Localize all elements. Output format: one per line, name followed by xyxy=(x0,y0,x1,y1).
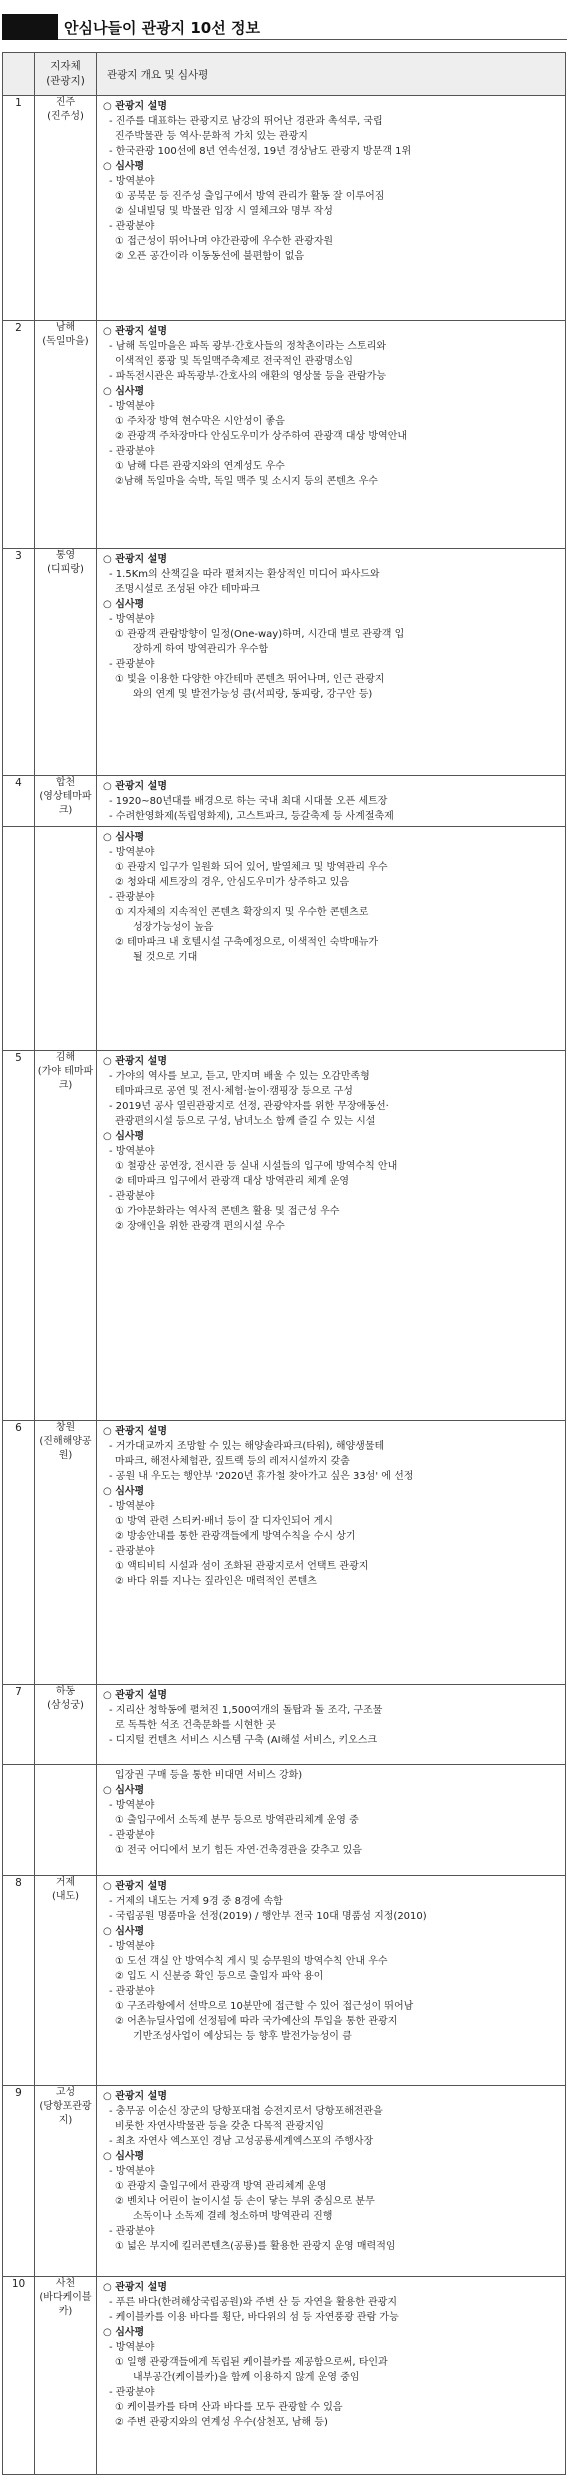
header-number-cell xyxy=(3,53,35,96)
section-heading: ○ 심사평 xyxy=(103,599,145,610)
description-line: - 방역분야 xyxy=(109,847,155,858)
title-block-decoration xyxy=(2,14,58,40)
section-heading: ○ 심사평 xyxy=(103,2327,145,2338)
description-line: - 공원 내 우도는 행안부 '2020년 휴가철 찾아가고 싶은 33섬' 에 선정 xyxy=(109,1471,414,1482)
page-title: 안심나들이 관광지 10선 정보 xyxy=(64,19,260,37)
title-underline xyxy=(58,39,567,40)
description-line: ② 관광객 주차장마다 안심도우미가 상주하여 관광객 대상 방역안내 xyxy=(115,431,408,442)
description-line: ② 방송안내를 통한 관광객들에게 방역수칙을 수시 상기 xyxy=(115,1531,356,1542)
section-heading: ○ 관광지 설명 xyxy=(103,1881,167,1892)
site-name: (당항포관광지) xyxy=(39,2101,92,2126)
description-line: - 관광분야 xyxy=(109,659,155,670)
tourist-site-table xyxy=(2,52,566,2475)
description-line: - 1.5Km의 산책길을 따라 펼쳐지는 환상적인 미디어 파사드와 xyxy=(109,569,380,580)
description-line: ② 벤치나 어린이 놀이시설 등 손이 닿는 부위 중심으로 분무 xyxy=(115,2196,375,2207)
description-line: 성장가능성이 높음 xyxy=(133,922,214,933)
row-site-name-cell xyxy=(35,96,97,321)
table-header-row xyxy=(3,53,566,96)
description-line: - 최초 자연사 엑스포인 경남 고성공룡세계엑스포의 주행사장 xyxy=(109,2136,374,2147)
description-line: ② 테마파크 내 호텔시설 구축예정으로, 이색적인 숙박매뉴가 xyxy=(115,937,379,948)
site-name: (진해해양공원) xyxy=(39,1436,92,1461)
row-number-cell: 6 xyxy=(3,1421,35,1685)
description-line: ① 구조라항에서 선박으로 10분만에 접근할 수 있어 접근성이 뛰어남 xyxy=(115,2001,414,2012)
row-site-name-cell xyxy=(35,2086,97,2277)
site-name: (독일마을) xyxy=(42,336,89,347)
row-site-name-cell xyxy=(35,2277,97,2475)
description-line: ② 어촌뉴딜사업에 선정됨에 따라 국가예산의 투입을 통한 관광지 xyxy=(115,2016,398,2027)
table-row xyxy=(3,1876,566,2086)
site-name: (디피랑) xyxy=(47,564,84,575)
description-line: 마파크, 해전사체험관, 짚트랙 등의 레저시설까지 갖춤 xyxy=(115,1456,350,1467)
description-line: - 가야의 역사를 보고, 듣고, 만지며 배울 수 있는 오감만족형 xyxy=(109,1071,370,1082)
description-line: ① 출입구에서 소독제 분무 등으로 방역관리체계 운영 중 xyxy=(115,1815,359,1826)
row-site-name-cell xyxy=(35,1876,97,2086)
description-line: ① 방역 관련 스티커·배너 등이 잘 디자인되어 게시 xyxy=(115,1516,333,1527)
description-line: ① 액티비티 시설과 섬이 조화된 관광지로서 언택트 관광지 xyxy=(115,1561,369,1572)
section-heading: ○ 관광지 설명 xyxy=(103,781,167,792)
section-heading: ○ 관광지 설명 xyxy=(103,554,167,565)
section-heading: ○ 관광지 설명 xyxy=(103,1426,167,1437)
description-line: ② 장애인을 위한 관광객 편의시설 우수 xyxy=(115,1221,285,1232)
site-region: 김해 xyxy=(55,1052,76,1063)
table-row xyxy=(3,96,566,321)
description-line: - 방역분야 xyxy=(109,614,155,625)
description-line: - 남해 독일마을은 파독 광부·간호사들의 정착촌이라는 스토리와 xyxy=(109,341,387,352)
description-line: ② 주변 관광지와의 연계성 우수(삼천포, 남해 등) xyxy=(115,2417,328,2428)
row-number-cell: 2 xyxy=(3,321,35,549)
description-line: - 관광분야 xyxy=(109,1830,155,1841)
header-name-line2: (관광지) xyxy=(46,75,85,87)
description-line: - 방역분야 xyxy=(109,1501,155,1512)
row-site-name-cell xyxy=(35,321,97,549)
site-region: 창원 xyxy=(55,1422,76,1433)
table-row xyxy=(3,776,566,827)
description-line: 장하게 하여 방역관리가 우수함 xyxy=(133,644,269,655)
description-line: - 거가대교까지 조망할 수 있는 해양솔라파크(타워), 해양생물테 xyxy=(109,1441,385,1452)
header-body-cell: 관광지 개요 및 심사평 xyxy=(97,53,566,96)
row-site-name-cell xyxy=(35,1765,97,1876)
site-name: (진주성) xyxy=(47,111,84,122)
description-line: 될 것으로 기대 xyxy=(133,952,198,963)
row-description-cell xyxy=(97,776,566,827)
description-line: ① 도선 객실 안 방역수칙 게시 및 승무원의 방역수칙 안내 우수 xyxy=(115,1956,388,1967)
description-line: ② 오픈 공간이라 이동동선에 불편함이 없음 xyxy=(115,251,305,262)
description-line: - 관광분야 xyxy=(109,1546,155,1557)
row-description-cell xyxy=(97,1051,566,1421)
description-line: ② 실내빌딩 및 박물관 입장 시 열체크와 명부 작성 xyxy=(115,206,333,217)
row-description-cell xyxy=(97,96,566,321)
row-description-cell xyxy=(97,2277,566,2475)
description-line: 기반조성사업이 예상되는 등 향후 발전가능성이 큼 xyxy=(133,2031,352,2042)
site-name: (삼성궁) xyxy=(47,1700,84,1711)
section-heading: ○ 심사평 xyxy=(103,832,145,843)
description-line: 비롯한 자연사박물관 등을 갖춘 다목적 관광지임 xyxy=(115,2121,325,2132)
row-site-name-cell xyxy=(35,827,97,1051)
row-site-name-cell xyxy=(35,1685,97,1765)
section-heading: ○ 관광지 설명 xyxy=(103,1690,167,1701)
row-site-name-cell xyxy=(35,776,97,827)
row-description-cell xyxy=(97,1685,566,1765)
row-number-cell: 3 xyxy=(3,549,35,776)
description-line: - 거제의 내도는 거제 9경 중 8경에 속함 xyxy=(109,1896,283,1907)
table-row xyxy=(3,321,566,549)
description-line: ② 입도 시 신분증 확인 등으로 출입자 파악 용이 xyxy=(115,1971,324,1982)
site-region: 사천 xyxy=(55,2278,76,2289)
row-description-cell xyxy=(97,2086,566,2277)
site-name: (내도) xyxy=(51,1891,80,1902)
description-line: 와의 연계 및 발전가능성 큼(서피랑, 동피랑, 강구안 등) xyxy=(133,689,373,700)
site-name: (영상테마파크) xyxy=(39,791,92,816)
row-number-cell: 1 xyxy=(3,96,35,321)
description-line: ① 관광지 출입구에서 관광객 방역 관리체계 운영 xyxy=(115,2181,327,2192)
site-region: 합천 xyxy=(55,777,76,788)
description-line: - 관광분야 xyxy=(109,892,155,903)
row-description-cell xyxy=(97,827,566,1051)
table-row xyxy=(3,1685,566,1765)
description-line: - 1920~80년대를 배경으로 하는 국내 최대 시대물 오픈 세트장 xyxy=(109,796,388,807)
table-row xyxy=(3,549,566,776)
description-line: ① 케이블카를 타며 산과 바다를 모두 관광할 수 있음 xyxy=(115,2402,343,2413)
site-region: 남해 xyxy=(55,322,76,333)
row-description-cell xyxy=(97,549,566,776)
description-line: ① 관광객 관람방향이 일정(One-way)하며, 시간대 별로 관광객 입 xyxy=(115,629,405,640)
description-line: ① 지자체의 지속적인 콘텐츠 확장의지 및 우수한 콘텐츠로 xyxy=(115,907,369,918)
description-line: - 방역분야 xyxy=(109,2166,155,2177)
description-line: - 관광분야 xyxy=(109,1191,155,1202)
section-heading: ○ 심사평 xyxy=(103,161,145,172)
row-description-cell xyxy=(97,321,566,549)
description-line: ① 빛을 이용한 다양한 야간테마 콘텐츠 뛰어나며, 인근 관광지 xyxy=(115,674,385,685)
description-line: ① 넓은 부지에 킬러콘텐츠(공룡)를 활용한 관광지 운영 매력적임 xyxy=(115,2241,396,2252)
description-line: ① 철광산 공연장, 전시관 등 실내 시설들의 입구에 방역수칙 안내 xyxy=(115,1161,398,1172)
description-line: ②남해 독일마을 숙박, 독일 맥주 및 소시지 등의 콘텐츠 우수 xyxy=(115,476,378,487)
description-line: - 파독전시관은 파독광부·간호사의 애환의 영상물 등을 관람가능 xyxy=(109,371,387,382)
row-number-cell: 8 xyxy=(3,1876,35,2086)
section-heading: ○ 관광지 설명 xyxy=(103,2282,167,2293)
site-region: 진주 xyxy=(55,97,76,108)
section-heading: ○ 심사평 xyxy=(103,1785,145,1796)
description-line: ① 관광지 입구가 일원화 되어 있어, 발열체크 및 방역관리 우수 xyxy=(115,862,388,873)
row-number-cell: 9 xyxy=(3,2086,35,2277)
description-line: - 디지털 컨텐츠 서비스 시스템 구축 (AI해설 서비스, 키오스크 xyxy=(109,1735,378,1746)
section-heading: ○ 심사평 xyxy=(103,1486,145,1497)
description-line: - 방역분야 xyxy=(109,1941,155,1952)
site-region: 하동 xyxy=(55,1686,76,1697)
section-heading: ○ 관광지 설명 xyxy=(103,326,167,337)
title-bar xyxy=(0,14,567,40)
description-line: - 방역분야 xyxy=(109,401,155,412)
description-line: - 방역분야 xyxy=(109,1146,155,1157)
site-region: 통영 xyxy=(55,550,76,561)
table-row xyxy=(3,1051,566,1421)
row-number-cell: 7 xyxy=(3,1685,35,1765)
description-line: ① 주차장 방역 현수막은 시안성이 좋음 xyxy=(115,416,285,427)
description-line: 로 독특한 석조 건축문화를 시현한 곳 xyxy=(115,1720,276,1731)
description-line: - 관광분야 xyxy=(109,2387,155,2398)
row-site-name-cell xyxy=(35,549,97,776)
description-line: ① 일행 관광객들에게 독립된 케이블카를 제공함으로써, 타인과 xyxy=(115,2357,388,2368)
site-region: 고성 xyxy=(55,2087,76,2098)
description-line: - 관광분야 xyxy=(109,446,155,457)
row-description-cell xyxy=(97,1421,566,1685)
description-line: - 푸른 바다(한려해상국립공원)와 주변 산 등 자연을 활용한 관광지 xyxy=(109,2297,398,2308)
table-body xyxy=(3,96,566,2475)
row-number-cell xyxy=(3,1765,35,1876)
description-line: - 관광분야 xyxy=(109,1986,155,1997)
description-line: 관광편의시설 등으로 구성, 남녀노소 함께 즐길 수 있는 시설 xyxy=(115,1116,376,1127)
site-region: 거제 xyxy=(55,1877,76,1888)
row-description-cell xyxy=(97,1876,566,2086)
row-number-cell: 4 xyxy=(3,776,35,827)
row-number-cell: 10 xyxy=(3,2277,35,2475)
section-heading: ○ 심사평 xyxy=(103,1131,145,1142)
description-line: - 방역분야 xyxy=(109,2342,155,2353)
description-line: - 충무공 이순신 장군의 당항포대첩 승전지로서 당항포해전관을 xyxy=(109,2106,383,2117)
description-line: ① 가야문화라는 역사적 콘텐츠 활용 및 접근성 우수 xyxy=(115,1206,340,1217)
header-name-line1: 지자체 xyxy=(50,60,81,72)
description-line: ① 남해 다른 관광지와의 연계성도 우수 xyxy=(115,461,285,472)
description-line: - 관광분야 xyxy=(109,221,155,232)
description-line: 이색적인 풍광 및 독일맥주축제로 전국적인 관광명소임 xyxy=(115,356,354,367)
table-row xyxy=(3,1765,566,1876)
description-line: 진주박물관 등 역사·문화적 가치 있는 관광지 xyxy=(115,131,308,142)
description-line: ② 테마파크 입구에서 관광객 대상 방역관리 체계 운영 xyxy=(115,1176,350,1187)
description-line: - 방역분야 xyxy=(109,1800,155,1811)
section-heading: ○ 심사평 xyxy=(103,386,145,397)
row-number-cell xyxy=(3,827,35,1051)
row-description-cell xyxy=(97,1765,566,1876)
section-heading: ○ 심사평 xyxy=(103,1926,145,1937)
section-heading: ○ 심사평 xyxy=(103,2151,145,2162)
site-name: (가야 테마파크) xyxy=(37,1066,94,1091)
description-line: - 2019년 공사 열린관광지로 선정, 관광약자를 위한 무장애동선· xyxy=(109,1101,389,1112)
description-line: ① 공북문 등 진주성 출입구에서 방역 관리가 활동 잘 이루어짐 xyxy=(115,191,385,202)
table-row xyxy=(3,2086,566,2277)
description-line: - 방역분야 xyxy=(109,176,155,187)
row-site-name-cell xyxy=(35,1421,97,1685)
description-line: ② 청와대 세트장의 경우, 안심도우미가 상주하고 있음 xyxy=(115,877,350,888)
description-line: ① 전국 어디에서 보기 힘든 자연·건축경관을 갖추고 있음 xyxy=(115,1845,362,1856)
table-row xyxy=(3,827,566,1051)
description-line: - 지리산 청학동에 펼쳐진 1,500여개의 돌탑과 돌 조각, 구조물 xyxy=(109,1705,383,1716)
description-line: 테마파크로 공연 및 전시·체험·놀이·캠핑장 등으로 구성 xyxy=(115,1086,353,1097)
description-line: ② 바다 위를 지나는 짚라인은 매력적인 콘텐츠 xyxy=(115,1576,317,1587)
description-line: - 케이블카를 이용 바다를 횡단, 바다위의 섬 등 자연풍광 관람 가능 xyxy=(109,2312,399,2323)
description-line: 조명시설로 조성된 야간 테마파크 xyxy=(115,584,260,595)
description-line: 소독이나 소독제 결레 청소하며 방역관리 진행 xyxy=(133,2211,333,2222)
description-line: - 관광분야 xyxy=(109,2226,155,2237)
section-heading: ○ 관광지 설명 xyxy=(103,101,167,112)
row-number-cell: 5 xyxy=(3,1051,35,1421)
description-line: 내부공간(케이블카)을 함께 이용하지 않게 운영 중임 xyxy=(133,2372,360,2383)
table-row xyxy=(3,2277,566,2475)
description-line: - 국립공원 명품마을 선정(2019) / 행안부 전국 10대 명품섬 지정(2010) xyxy=(109,1911,427,1922)
description-line: ① 접근성이 뛰어나며 야간관광에 우수한 관광자원 xyxy=(115,236,334,247)
description-line: - 한국관광 100선에 8년 연속선정, 19년 경상남도 관광지 방문객 1위 xyxy=(109,146,412,157)
table-row xyxy=(3,1421,566,1685)
description-line: - 수려한영화제(독립영화제), 고스트파크, 등갈축제 등 사계절축제 xyxy=(109,811,394,822)
description-line: 입장권 구매 등을 통한 비대면 서비스 강화) xyxy=(115,1770,303,1781)
site-name: (바다케이블카) xyxy=(39,2292,92,2317)
section-heading: ○ 관광지 설명 xyxy=(103,2091,167,2102)
description-line: - 진주를 대표하는 관광지로 남강의 뛰어난 경관과 촉석루, 국립 xyxy=(109,116,383,127)
header-name-cell xyxy=(35,53,97,96)
section-heading: ○ 관광지 설명 xyxy=(103,1056,167,1067)
row-site-name-cell xyxy=(35,1051,97,1421)
